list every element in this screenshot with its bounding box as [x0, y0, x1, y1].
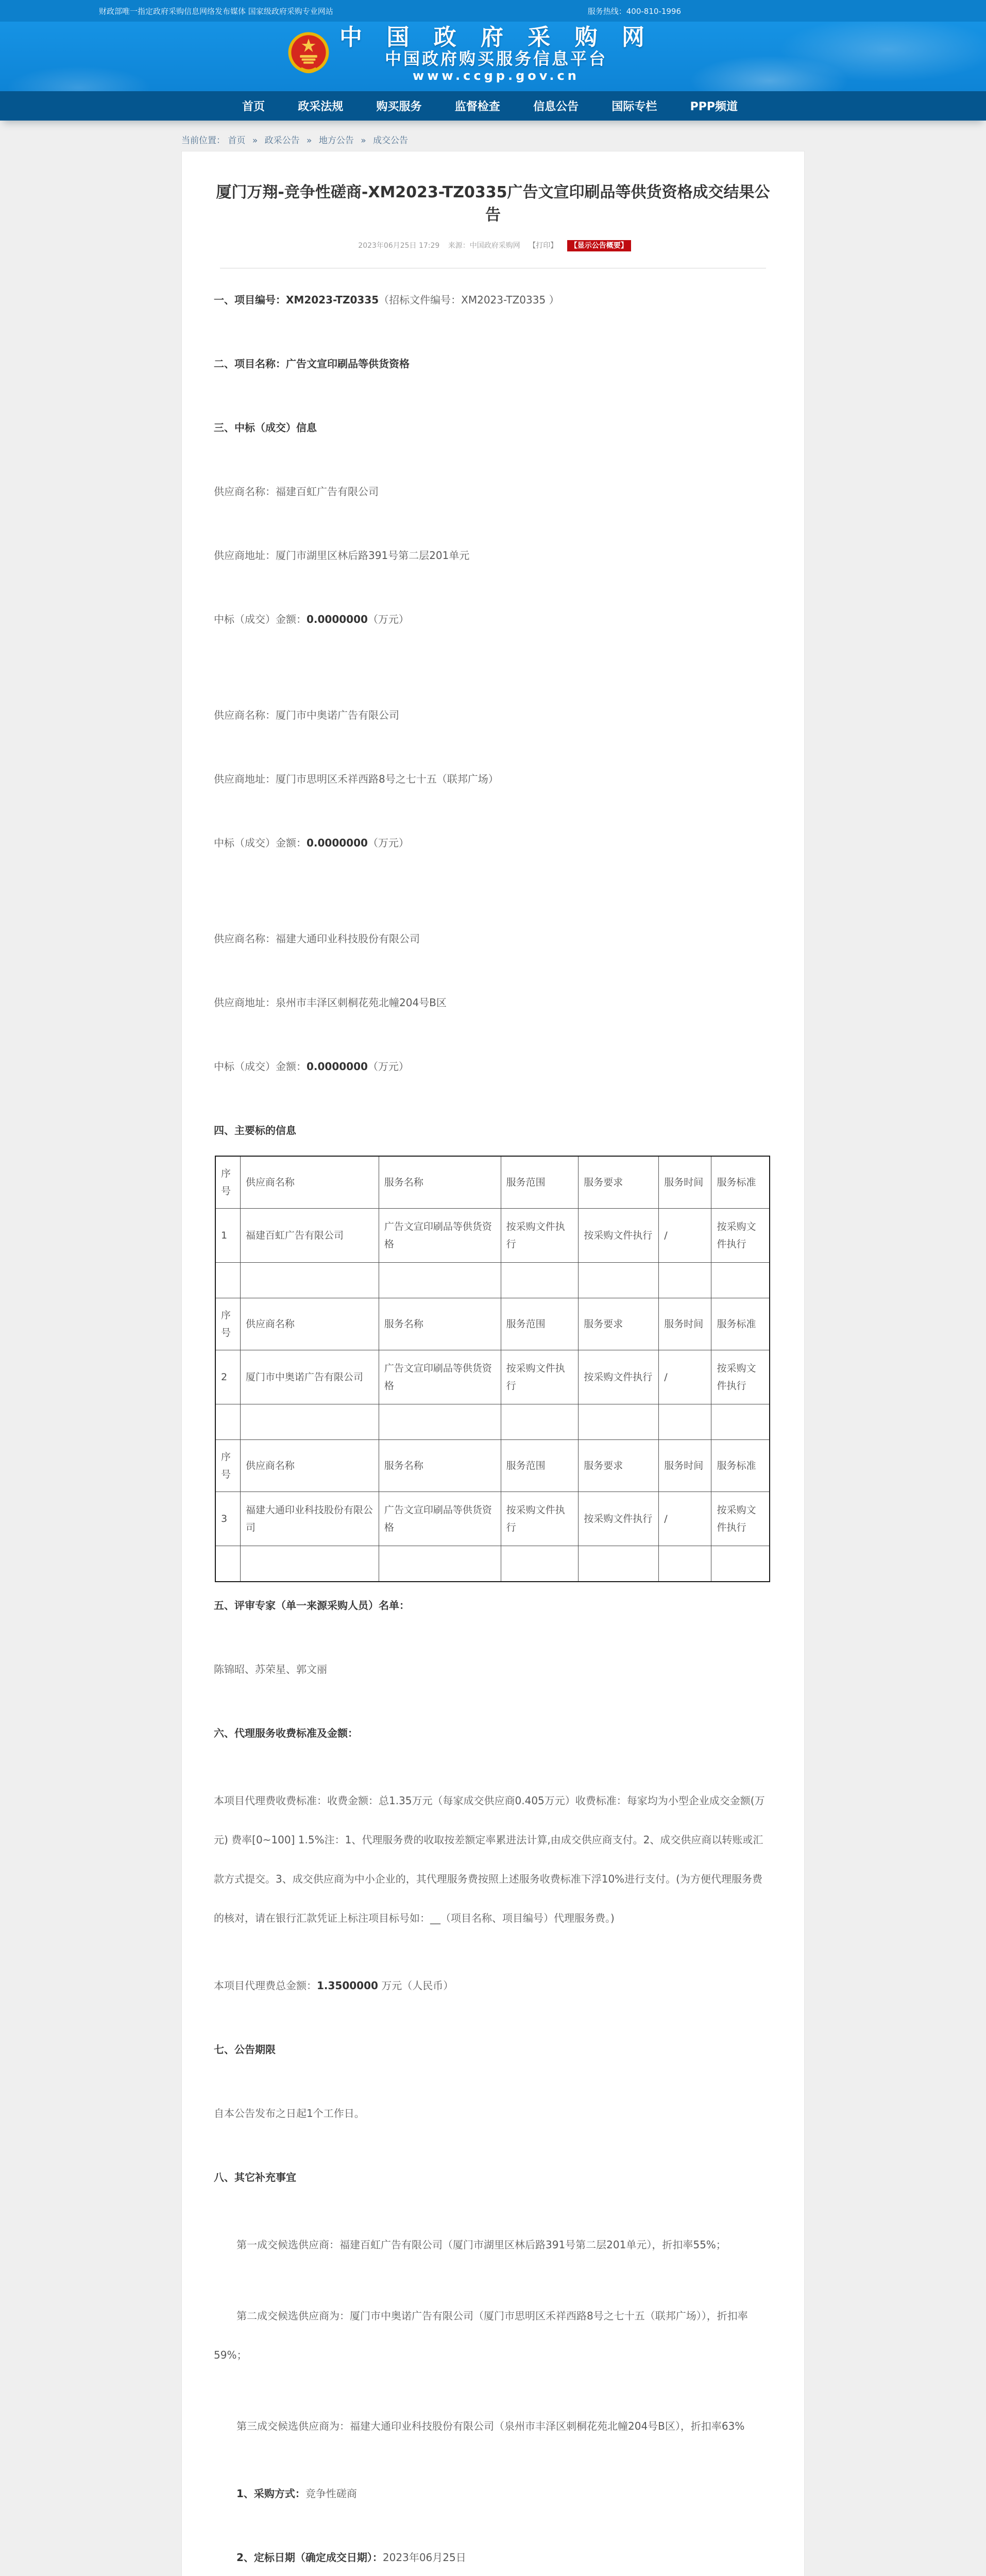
supplier3-address: 供应商地址：泉州市丰泽区刺桐花苑北幢204号B区: [214, 996, 447, 1009]
experts-heading: 五、评审专家（单一来源采购人员）名单：: [214, 1599, 410, 1612]
table-header-row: [215, 1440, 770, 1492]
cell-standard: 按采购文件执行: [711, 1492, 770, 1546]
table-spacer-row: [215, 1546, 770, 1582]
col-header: 服务名称: [379, 1298, 501, 1350]
col-header: 服务时间: [659, 1156, 711, 1209]
col-header: 序号: [215, 1298, 240, 1350]
cell-supplier: 福建百虹广告有限公司: [240, 1209, 379, 1263]
col-header: 供应商名称: [240, 1440, 379, 1492]
national-emblem-icon: [287, 30, 330, 79]
nav-item-purchase-services[interactable]: 购买服务: [376, 100, 422, 113]
main-lot-info-heading: 四、主要标的信息: [214, 1124, 296, 1137]
cell-scope: 按采购文件执行: [501, 1209, 579, 1263]
notice-period-text: 自本公告发布之日起1个工作日。: [214, 2107, 365, 2120]
col-header: 序号: [215, 1156, 240, 1209]
topbar: [0, 0, 986, 22]
col-header: 供应商名称: [240, 1298, 379, 1350]
col-header: 服务要求: [579, 1440, 659, 1492]
supplement-heading: 八、其它补充事宜: [214, 2171, 296, 2183]
breadcrumb-separator-icon: »: [252, 135, 258, 146]
col-header: 服务时间: [659, 1298, 711, 1350]
col-header: 服务时间: [659, 1440, 711, 1492]
summary-toggle-badge[interactable]: 【显示公告概要】: [567, 240, 631, 251]
cell-no: 1: [215, 1209, 240, 1263]
main-nav: [0, 91, 986, 121]
table-header-row: [215, 1156, 770, 1209]
service-hotline: 服务热线：400-810-1996: [587, 6, 681, 16]
supplier2-amount: 中标（成交）金额：0.0000000（万元）: [214, 837, 409, 849]
source-label: 来源：中国政府采购网: [448, 242, 520, 250]
table-header-row: [215, 1298, 770, 1350]
article-meta: [214, 240, 772, 250]
nav-item-home[interactable]: 首页: [242, 100, 265, 113]
breadcrumb-separator-icon: »: [361, 135, 366, 146]
breadcrumb-local[interactable]: 地方公告: [318, 135, 354, 146]
article-body: [214, 284, 772, 2576]
agency-fee-description: 本项目代理费收费标准：收费金额：总1.35万元（每家成交供应商0.405万元）收费标准：每家均为小型企业成交金额(万元) 费率[0~100] 1.5%注：1、代理服务费的收取按差额定率累进法计算,由成交供应商支付。2、成交供应商以转账或汇款方式提交。3、成交供应商为中小企业的，其代理服务费按照上述服务收费标准下浮10%进行支付。(为方便代理服务费的核对，请在银行汇款凭证上标注项目标号如：__（项目名称、项目编号）代理服务费。): [214, 1794, 765, 1924]
col-header: 服务名称: [379, 1156, 501, 1209]
project-number-line: 一、项目编号：XM2023-TZ0335（招标文件编号：XM2023-TZ0335 ）: [214, 294, 559, 306]
col-header: 服务要求: [579, 1156, 659, 1209]
cell-service: 广告文宣印刷品等供货资格: [379, 1209, 501, 1263]
col-header: 服务范围: [501, 1298, 579, 1350]
agency-fee-total: 本项目代理费总金额：1.3500000 万元（人民币）: [214, 1979, 454, 1992]
breadcrumb-result[interactable]: 成交公告: [373, 135, 409, 146]
experts-list: 陈锦昭、苏荣星、郭文丽: [214, 1663, 327, 1675]
site-subtitle: 中国政府购买服务信息平台: [384, 49, 607, 69]
breadcrumb-separator-icon: »: [307, 135, 312, 146]
site-brand: [339, 26, 653, 83]
cell-supplier: 福建大通印业科技股份有限公司: [240, 1492, 379, 1546]
nav-item-ppp[interactable]: PPP频道: [690, 100, 738, 113]
supplier1-name: 供应商名称：福建百虹广告有限公司: [214, 485, 379, 498]
breadcrumb-label: 当前位置：: [181, 135, 225, 146]
cell-standard: 按采购文件执行: [711, 1350, 770, 1404]
content-panel: [181, 151, 805, 2576]
table-row: [215, 1492, 770, 1546]
table-spacer-row: [215, 1404, 770, 1440]
cell-standard: 按采购文件执行: [711, 1209, 770, 1263]
breadcrumb: [181, 121, 805, 151]
cell-require: 按采购文件执行: [579, 1209, 659, 1263]
breadcrumb-home[interactable]: 首页: [228, 135, 246, 146]
supplier1-address: 供应商地址：厦门市湖里区林后路391号第二层201单元: [214, 549, 470, 562]
col-header: 序号: [215, 1440, 240, 1492]
cell-require: 按采购文件执行: [579, 1350, 659, 1404]
cell-supplier: 厦门市中奥诺广告有限公司: [240, 1350, 379, 1404]
breadcrumb-announcements[interactable]: 政采公告: [264, 135, 300, 146]
supplier1-amount: 中标（成交）金额：0.0000000（万元）: [214, 613, 409, 625]
table-spacer-row: [215, 1263, 770, 1298]
site-title: 中 国 政 府 采 购 网: [339, 24, 653, 50]
candidate3-line: 第三成交候选供应商为：福建大通印业科技股份有限公司（泉州市丰泽区刺桐花苑北幢204号B区），折扣率63%: [236, 2420, 745, 2432]
cell-time: /: [659, 1492, 711, 1546]
col-header: 供应商名称: [240, 1156, 379, 1209]
topbar-slogan: 财政部唯一指定政府采购信息网络发布媒体 国家级政府采购专业网站: [99, 6, 333, 16]
procurement-method-line: 1、采购方式：竞争性磋商: [236, 2487, 357, 2500]
supplier3-amount: 中标（成交）金额：0.0000000（万元）: [214, 1060, 409, 1073]
cell-service: 广告文宣印刷品等供货资格: [379, 1350, 501, 1404]
cell-service: 广告文宣印刷品等供货资格: [379, 1492, 501, 1546]
candidate2-line: 第二成交候选供应商为：厦门市中奥诺广告有限公司（厦门市思明区禾祥西路8号之七十五（联邦广场）），折扣率59%；: [214, 2310, 748, 2361]
cell-no: 2: [215, 1350, 240, 1404]
col-header: 服务标准: [711, 1298, 770, 1350]
cell-no: 3: [215, 1492, 240, 1546]
supplier2-name: 供应商名称：厦门市中奥诺广告有限公司: [214, 709, 399, 721]
col-header: 服务标准: [711, 1440, 770, 1492]
col-header: 服务范围: [501, 1156, 579, 1209]
supplier2-address: 供应商地址：厦门市思明区禾祥西路8号之七十五（联邦广场）: [214, 773, 499, 785]
nav-item-regulations[interactable]: 政采法规: [298, 100, 344, 113]
cell-scope: 按采购文件执行: [501, 1492, 579, 1546]
print-button[interactable]: 【打印】: [529, 242, 558, 250]
table-row: [215, 1209, 770, 1263]
site-header: [0, 22, 986, 91]
page-title: 厦门万翔-竞争性磋商-XM2023-TZ0335广告文宣印刷品等供货资格成交结果公告: [216, 183, 770, 224]
col-header: 服务标准: [711, 1156, 770, 1209]
supplier3-name: 供应商名称：福建大通印业科技股份有限公司: [214, 933, 420, 945]
col-header: 服务要求: [579, 1298, 659, 1350]
site-url-link[interactable]: www.ccgp.gov.cn: [413, 69, 580, 83]
publish-datetime: 2023年06月25日 17:29: [358, 242, 440, 250]
notice-period-heading: 七、公告期限: [214, 2043, 276, 2056]
project-name-line: 二、项目名称：广告文宣印刷品等供货资格: [214, 358, 410, 370]
agency-fee-heading: 六、代理服务收费标准及金额：: [214, 1727, 358, 1739]
cell-time: /: [659, 1350, 711, 1404]
nav-item-international[interactable]: 国际专栏: [611, 100, 657, 113]
award-info-heading: 三、中标（成交）信息: [214, 421, 317, 434]
col-header: 服务范围: [501, 1440, 579, 1492]
candidate1-line: 第一成交候选供应商：福建百虹广告有限公司（厦门市湖里区林后路391号第二层201单元），折扣率55%；: [236, 2239, 726, 2251]
nav-item-announcements[interactable]: 信息公告: [533, 100, 579, 113]
table-row: [215, 1350, 770, 1404]
award-date-line: 2、定标日期（确定成交日期）：2023年06月25日: [236, 2551, 466, 2564]
cell-time: /: [659, 1209, 711, 1263]
nav-item-supervision[interactable]: 监督检查: [454, 100, 500, 113]
cell-scope: 按采购文件执行: [501, 1350, 579, 1404]
col-header: 服务名称: [379, 1440, 501, 1492]
cell-require: 按采购文件执行: [579, 1492, 659, 1546]
lot-info-table: [215, 1156, 770, 1582]
